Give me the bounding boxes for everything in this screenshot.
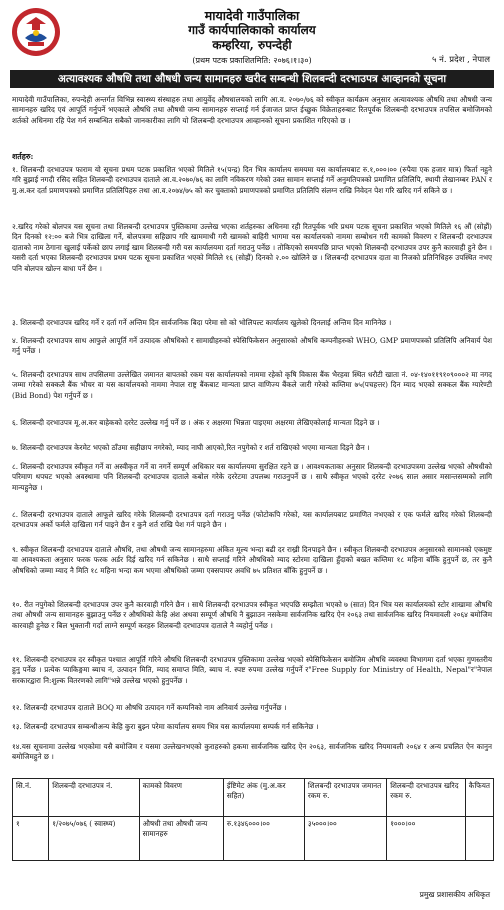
conditions-heading: शर्तहरु:: [12, 152, 34, 161]
condition-item: १३. शिलबन्दी दरभाउपत्र सम्बन्धीअन्य केहि कुरा बुझ्न परेमा कार्यालय समय भित्र यस कार्यालयमा सम्पर्क गर्न सकिनेछ ।: [12, 722, 319, 731]
condition-item: ८. शिलबन्दी दरभाउपत्र स्वीकृत गर्ने वा अस्वीकृत गर्ने वा नगर्ने सम्पूर्ण अधिकार यस कार्यालयमा सुरक्षित रहने छ । आवश्यकताका अनुसार शिलबन्दी दरभाउपत्रमा उल्लेख भएको औषधीको परिमाण थपघट भएको अवस्थामा पनि शिलबन्दी दरभाउपत्र दाताले कबोल गरेके दररेटमा उपलब्ध गराउनुपर्ने छ । साथै स्वीकृत भएको दररेट २०७६ साल असार मसान्तसम्मको लागि मान्यहुनेछ ।: [12, 462, 492, 492]
table-cell: औषधी तथा औषधी जन्य सामानहरु: [139, 817, 223, 861]
condition-item: १४.यस सूचनामा उल्लेख भएकोमा यसै बमोजिम र यसमा उल्लेखनभएको कुराहरुको हकमा सार्वजनिक खरिद ऐन २०६३, सार्वजनिक खरिद नियमावली २०६४ र अन्य प्रचलित ऐन कानुन बमोजिमहुने छ ।: [12, 742, 492, 762]
condition-item: २.खरिद गरेको बोलपत्र यस सूचना तथा शिलबन्दी दरभाउपत्र पुस्तिकामा उल्लेख भएका शर्तहरुका अधिनमा रही रितपूर्वक भरि प्रथम पटक सूचना प्रकाशित भएको मितिले १६ औं (सोह्रौं) दिन दिनको १२:०० बजे भित्र दाखिला गर्ने, बोलपत्रमा सहिछाप गरि खाममाथी गरी खामको बाहिरी भागमा यस कार्यालयको नाममा सम्बोधन गरी कामको विवरण र शिलबन्दी दरभाउपत्र दाताको नाम ठेगाना खुलाई पर्केको छाप लगाई खाम शिलबन्दी गरी यस कार्यालयमा दर्ता गराउनु पर्नेछ । तोकिएको समयपछि प्राप्त भएको शिलबन्दी दरभाउपत्र उपर कुनै कारवाही हुने छैन । यसरी दर्ता भएका शिलबन्दी दरभाउपत्र प्रथम पटक सूचना प्रकाशित भएको मितिले १६ (सोह्रौं) दिनको २.०० खोलिने छ । शिलबन्दी दरभाउपत्र दाता वा निजको प्रतिनिधिहरु उपस्थित नभए पनि बोलपत्र खोल्न बाधा पर्ने छैन ।: [12, 222, 492, 273]
column-header: ईष्टिमेट अंक (मु.अ.कर सहित): [223, 779, 304, 817]
notice-title: अत्यावश्यक औषधि तथा औषधी जन्य सामानहरु खरीद सम्बन्धी शिलबन्दी दरभाउपत्र आव्हानको सूचना: [10, 70, 494, 88]
column-header: कामको विवरण: [139, 779, 223, 817]
table-cell: रु.१३४६०००।००: [223, 817, 304, 861]
condition-item: ८. शिलबन्दी दरभाउपत्र दाताले आफूले खरिद गरेके शिलबन्दी दरभाउपत्र दर्ता गराउनु पर्नेछ (फोटोकपि गरेको, यस कार्यालयबाट प्रमाणित नभएको र एक फर्मले खरिद गरेको शिलबन्दी दरभाउपत्र अर्को फर्मले दाखिला गर्न पाइने छैन र कुनै शर्त राखि पेश गर्न पाइने छैन ।: [12, 510, 492, 530]
condition-item: ५. शिलबन्दी दरभाउपत्र साथ तपसिलमा उल्लेखित जमानत बापतको रकम यस कार्यालयको नाममा रहेको कृषि विकास बैंक भैरहवा स्थित धरौटी खाता नं. ०४-१४०११९१०९०००२ मा नगद जम्मा गरेको सक्कलै बैंक भौचर वा यस कार्यालयको नाममा नेपाल राष्ट्र बैंकबाट मान्यता प्राप्त वाणिज्य बैंकले जारी गरेको कम्तिमा ७५(पचहत्तर) दिन म्याद भएको सक्कल बैंक ग्यारेण्टी (Bid Bond) पेश गर्नुपर्ने छ ।: [12, 370, 492, 400]
condition-item: ९. स्वीकृत शिलबन्दी दरभाउपत्र दाताले औषधि, तथा औषधी जन्य सामानहरुमा अंकित मूल्य भन्दा बढी दर राख्री दिनपाइने छैन । स्वीकृत शिलबन्दी दरभाउपत्र अनुसारको सामानको एकमुष्ट वा आवश्यकता अनुसार फरक फरक अर्डर दिई खरिद गर्न सकिनेछ । साथै सप्लाई गरिने औषधिको म्याद स्टोरमा दाखिला हुँदाको बखत कम्तिमा १८ महिना बाँकि हुनुपर्ने छ, तर कुनै औषधिको जम्मा म्याद नै मिति १८ महिना भन्दा कम भएमा औषधिको जम्मा एक्सपायर अवधि ७५ प्रतिशत बाँकि हुनुपर्ने छ ।: [12, 545, 492, 575]
column-header: शिलबन्दी दरभाउपत्र खरिद रकम रु.: [387, 779, 466, 817]
notice-intro: मायादेवी गाउँपालिका, रुपन्देही अन्तर्गत विभिन्न स्वास्थ्य संस्थाहरु तथा आयुर्वेद औषधालयको लागि आ.व. २०७०/७६ को स्वीकृत कार्यक्रम अनुसार अत्यावश्यक औषधि तथा औषधी जन्य सामानहरु खरिद एवं आपूर्ति गर्नुपर्ने भएकाले औषधि तथा औषधी जन्य सामानहरु सप्लाई गर्न ईजाजत प्राप्त ईच्छुक विक्रेताहरुबाट रितपूर्वक शिलबन्दी दरभाउपत्र तपसिल बमोजिमको शर्तको अधिनमा रहि पेश गर्न सम्बन्धित सबैको जानकारीका लागि यो शिलबन्दी दरभाउपत्र आव्हानको सूचना प्रकाशित गरिएको छ ।: [12, 95, 492, 125]
table-cell: १: [13, 817, 49, 861]
table-cell: १/२०७५/०७६ ( स्वास्थ्य): [49, 817, 139, 861]
condition-item: १०. रीत नपुगेको शिलबन्दी दरभाउपत्र उपर कुनै कारवाही गरिने छैन । साथै शिलबन्दी दरभाउपत्र स्वीकृत भएपछि सम्झौता भएको ७ (सात) दिन भित्र यस कार्यालयको स्टोर शाखामा औषधि तथा औषधी जन्य सामानहरु बुझाउनु पर्नेछ र औषधिको केहि अंश अथवा सम्पूर्ण औषधि नै बुझाउन नसकेमा सार्वजनिक खरिद ऐन २०६३ तथा सार्वजनिक खरिद नियमावली २०६४ बमोजिम कारवाही हुनेछ र बिल भुक्तानी गर्दा लाग्ने सम्पूर्ण करहरु शिलबन्दी दरभाउपत्र दाताले नै व्यहोर्नु पर्नेछ ।: [12, 600, 492, 630]
condition-item: ७. शिलबन्दी दरभाउपत्र केरमेट भएको ठाँउमा सहीछाप नगरेको, म्याद नाघी आएको,रित नपुगेको र शर्त राखिएको भएमा मान्यता दिइने छैन ।: [12, 443, 370, 452]
office-name: गाउँ कार्यपालिकाको कार्यालय: [188, 23, 316, 37]
condition-item: १. शिलबन्दी दरभाउपत्र फाराम यो सूचना प्रथम पटक प्रकाशित भएको मितिले १५(पन्द्र) दिन भित्र कार्यालय समयमा यस कार्यालयबाट रु.१,०००।०० (रुपैया एक हजार मात्र) फिर्ता नहुने गरि बुझाई नगदी रसिद सहित शिलबन्दी दरभाउपत्र दाताले आ.व.२०७०/७६ का लागि नविकरण गरेको उक्त सामान सप्लाई गर्ने अनुमतिपत्रको प्रमाणित प्रतिलिपि, स्थायी लेखानम्बर PAN र मु.अ.कर दर्ता प्रमाणपत्रको प्रमाणित प्रतिलिपिहरु तथा आ.व.२०७४/७५ को कर चुक्ताको प्रमाणपत्रको प्रमाणित प्रतिलिपि संलग्न राखि निवेदन पेश गरि खरिद गर्न सकिने छ ।: [12, 165, 492, 195]
tender-table: [12, 778, 494, 861]
table-cell: ३५०००।००: [304, 817, 386, 861]
signature-label: प्रमुख प्रशासकीय अधिकृत: [419, 890, 490, 899]
condition-item: ४. शिलबन्दी दरभाउपत्र साथ आफुले आपूर्ति गर्ने उत्पादक औषधिको र सामाग्रीहरुको स्पेसिफिकेसन अनुसारको औषधि कम्पनीहरुको WHO, GMP प्रमाणपत्रको प्रतिलिपि अनिवार्य पेश गर्नु पर्नेछ ।: [12, 336, 492, 356]
condition-item: ३. शिलबन्दी दरभाउपत्र खरिद गर्ने र दर्ता गर्ने अन्तिम दिन सार्वजनिक बिदा परेमा सो को भोलिपल्ट कार्यालय खुलेको दिनलाई अन्तिम दिन मानिनेछ ।: [12, 318, 392, 327]
office-header: [0, 8, 504, 68]
table-cell: [465, 817, 493, 861]
condition-item: ६. शिलबन्दी दरभाउपत्र मू.अ.कर बाहेकको दररेट उल्लेख गर्नु पर्ने छ । अंक र अक्षरमा भिन्नता पाइएमा अक्षरमा लेखिएकोलाई मान्यता दिइने छ ।: [12, 418, 380, 427]
condition-item: ११. शिलबन्दी दरभाउपत्र दर स्वीकृत पश्चात आपूर्ति गरिने औषधि शिलबन्दी दरभाउपत्र पुस्तिकामा उल्लेख भएको स्पेसिफिकेसन बमोजिम औषधि व्यवस्था विभागमा दर्ता भएका गुणस्तरीय हुनु पर्नेछ । प्रत्येक प्याकिङ्गमा ब्याच नं, उत्पादन मिति, म्याद समाप्त मिति, ब्याच नं. स्पष्ट रुपमा उल्लेख गर्नुपर्ने र"Free Supply for Ministry of Health, Nepal"र"नेपाल सरकारद्वारा नि:शुल्क वितरणको लागि"भन्ने उल्लेख भएको हुनुपर्नेछ ।: [12, 655, 492, 685]
publication-date: (प्रथम पटक प्रकाशितमिति: २०७६।१।३०): [192, 56, 312, 65]
table-row: [13, 817, 494, 861]
column-header: शिलबन्दी दरभाउपत्र जमानत रकम रु.: [304, 779, 386, 817]
table-header-row: [13, 779, 494, 817]
condition-item: १२. शिलबन्दी दरभाउपत्र दाताले BOQ मा औषधि उत्पादन गर्ने कम्पनिको नाम अनिवार्य उल्लेख गर्नुपर्नेछ ।: [12, 703, 287, 712]
column-header: सि.नं.: [13, 779, 49, 817]
province-label: ५ नं. प्रदेश , नेपाल: [432, 55, 490, 65]
table-cell: १०००।००: [387, 817, 466, 861]
office-address: कम्हरिया, रुपन्देही: [212, 38, 292, 52]
column-header: शिलबन्दी दरभाउपत्र नं.: [49, 779, 139, 817]
column-header: कैफियत: [465, 779, 493, 817]
municipality-name: मायादेवी गाउँपालिका: [204, 8, 300, 23]
